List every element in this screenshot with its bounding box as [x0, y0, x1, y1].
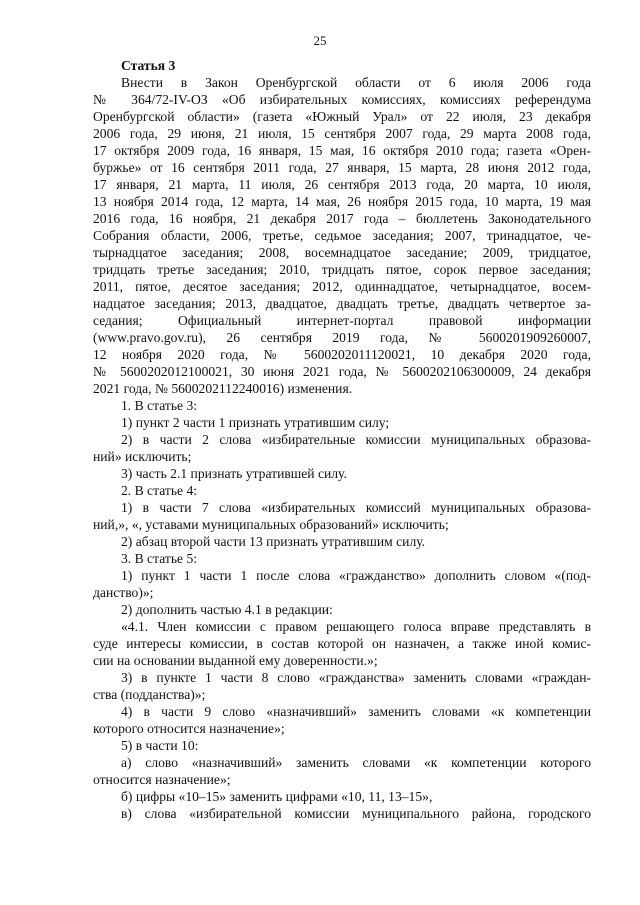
- intro-line: Собрания области, 2006, третье, седьмое заседания; 2007, тринадцатое, че-: [93, 228, 591, 243]
- intro-line: (www.pravo.gov.ru), 26 сентября 2019 года, № 5600201909260007,: [93, 330, 591, 345]
- page-number: 25: [313, 33, 327, 48]
- amendment-line: 2) в части 2 слова «избирательные комиссии муниципальных образова-: [121, 432, 591, 447]
- amendment-line: в) слова «избирательной комиссии муниципального района, городского: [121, 806, 591, 821]
- intro-line: 12 ноября 2020 года, № 5600202011120021, 10 декабря 2020 года,: [93, 347, 591, 362]
- amendment-line: 1. В статье 3:: [121, 398, 198, 413]
- intro-line: 13 ноября 2014 года, 12 марта, 14 мая, 26 ноября 2015 года, 10 марта, 19 мая: [93, 194, 591, 209]
- amendment-line: 1) пункт 1 части 1 после слова «гражданство» дополнить словом «(под-: [121, 568, 591, 583]
- intro-line: Внести в Закон Оренбургской области от 6 июля 2006 года: [121, 75, 591, 90]
- amendment-line: 3. В статье 5:: [121, 551, 198, 566]
- amendment-line: ний» исключить;: [93, 449, 192, 464]
- intro-paragraph: [93, 74, 591, 397]
- amendment-list: [93, 397, 591, 822]
- amendment-line: 5) в части 10:: [121, 738, 199, 753]
- document-body: [93, 57, 591, 822]
- intro-line: Оренбургской области» (газета «Южный Урал» от 22 июля, 23 декабря: [93, 109, 591, 124]
- intro-line: № 364/72-IV-ОЗ «Об избирательных комиссиях, комиссиях референдума: [93, 92, 591, 107]
- intro-line: седания; Официальный интернет-портал правовой информации: [93, 313, 591, 328]
- amendment-line: 3) часть 2.1 признать утратившей силу.: [121, 466, 347, 481]
- amendment-line: ний,», «, уставами муниципальных образований» исключить;: [93, 517, 449, 532]
- amendment-line: 1) пункт 2 части 1 признать утратившим силу;: [121, 415, 390, 430]
- intro-line: 2006 года, 29 июня, 21 июля, 15 сентября 2007 года, 29 марта 2008 года,: [93, 126, 591, 141]
- amendment-line: суде интересы комиссии, в состав которой он назначен, а также иной комис-: [93, 636, 591, 651]
- intro-line: 2021 года, № 5600202112240016) изменения.: [93, 381, 353, 396]
- intro-line: 17 октября 2009 года, 16 января, 15 мая, 16 октября 2010 года; газета «Орен-: [93, 143, 591, 158]
- amendment-line: 1) в части 7 слова «избирательных комиссий муниципальных образова-: [121, 500, 591, 515]
- intro-line: надцатое заседания; 2013, двадцатое, двадцать третье, двадцать четвертое за-: [93, 296, 591, 311]
- amendment-line: 3) в пункте 1 части 8 слово «гражданства» заменить словами «граждан-: [121, 670, 591, 685]
- article-heading: Статья 3: [121, 58, 176, 73]
- intro-line: тырнадцатое заседания; 2008, восемнадцатое заседание; 2009, тридцатое,: [93, 245, 591, 260]
- amendment-line: сии на основании выданной ему доверенности.»;: [93, 653, 378, 668]
- amendment-line: 2) абзац второй части 13 признать утратившим силу.: [121, 534, 426, 549]
- intro-line: 2011, пятое, десятое заседания; 2012, одиннадцатое, четырнадцатое, восем-: [93, 279, 591, 294]
- amendment-line: относится назначение»;: [93, 772, 231, 787]
- amendment-line: данство)»;: [93, 585, 154, 600]
- amendment-line: «4.1. Член комиссии с правом решающего голоса вправе представлять в: [121, 619, 591, 634]
- amendment-line: а) слово «назначивший» заменить словами «к компетенции которого: [121, 755, 591, 770]
- amendment-line: 2) дополнить частью 4.1 в редакции:: [121, 602, 333, 617]
- amendment-line: 2. В статье 4:: [121, 483, 198, 498]
- intro-line: тридцать третье заседания; 2010, тридцать пятое, сорок первое заседания;: [93, 262, 591, 277]
- amendment-line: ства (подданства)»;: [93, 687, 206, 702]
- amendment-line: 4) в части 9 слово «назначивший» заменить словами «к компетенции: [121, 704, 591, 719]
- amendment-line: б) цифры «10–15» заменить цифрами «10, 11, 13–15»,: [121, 789, 433, 804]
- intro-line: буржье» от 16 сентября 2011 года, 27 января, 15 марта, 28 июня 2012 года,: [93, 160, 591, 175]
- intro-line: 2016 года, 16 ноября, 21 декабря 2017 года – бюллетень Законодательного: [93, 211, 591, 226]
- amendment-line: которого относится назначение»;: [93, 721, 285, 736]
- intro-line: № 5600202012100021, 30 июня 2021 года, № 5600202106300009, 24 декабря: [93, 364, 591, 379]
- intro-line: 17 января, 21 марта, 11 июля, 26 сентября 2013 года, 20 марта, 10 июля,: [93, 177, 591, 192]
